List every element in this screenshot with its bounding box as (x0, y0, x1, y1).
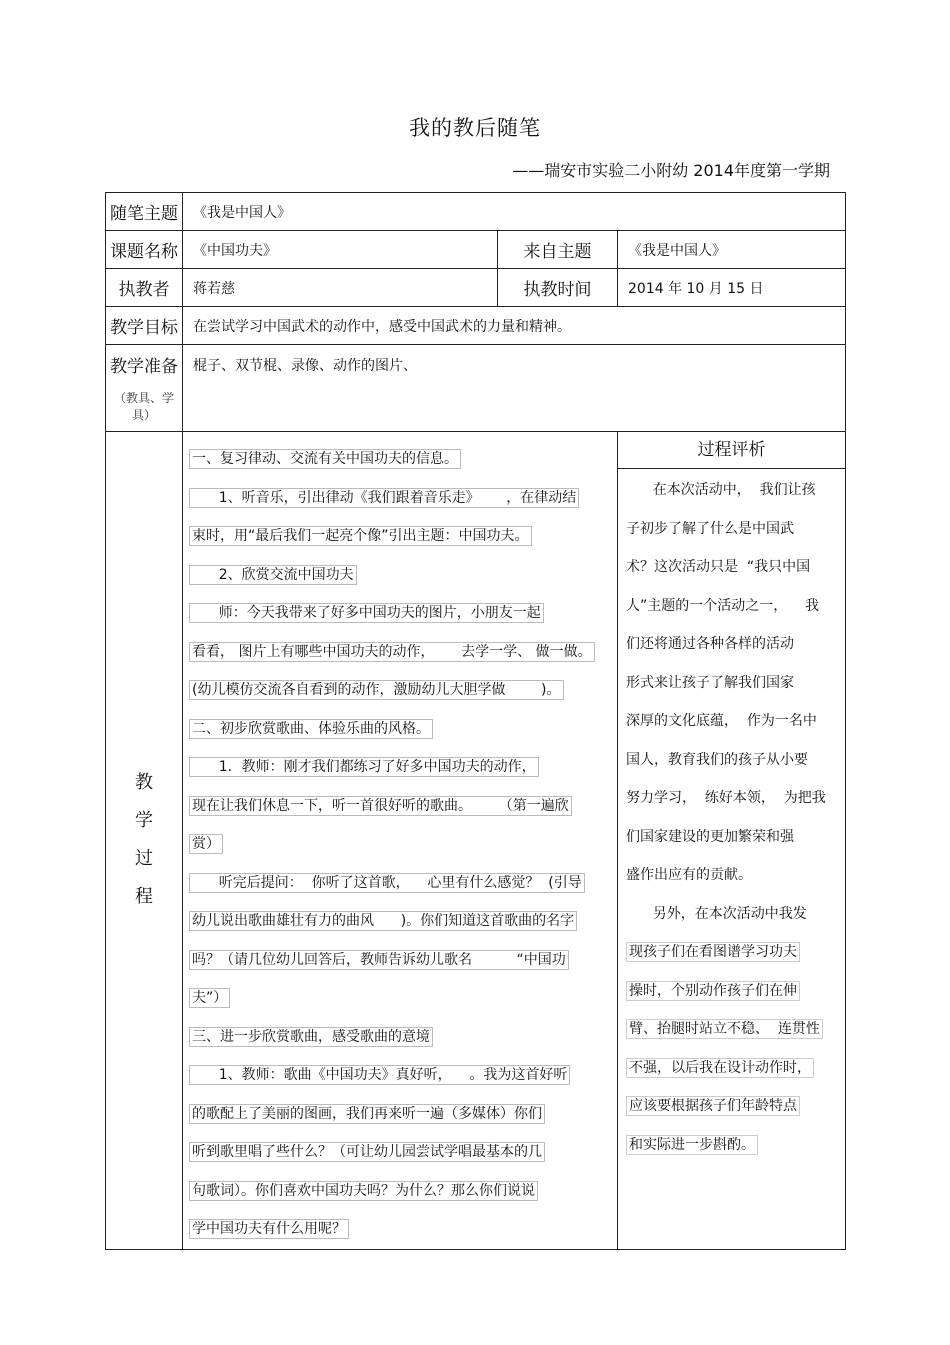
evaluation-line (626, 856, 837, 895)
process-content (183, 432, 618, 1250)
process-label-char: 过 (135, 848, 153, 870)
process-line-text: 三、进一步欣赏歌曲，感受歌曲的意境 (189, 1027, 433, 1047)
theme-label: 随笔主题 (106, 193, 183, 231)
teacher-label: 执教者 (106, 269, 183, 307)
process-line (189, 556, 609, 595)
evaluation-line (626, 895, 837, 934)
evaluation-line (626, 1010, 837, 1049)
process-label-char: 教 (135, 772, 153, 794)
process-line (189, 594, 609, 633)
process-line-text: 夫”） (189, 988, 230, 1008)
process-line-text: 的歌配上了美丽的图画，我们再来听一遍（多媒体）你们 (189, 1104, 545, 1124)
process-label-char: 程 (135, 886, 153, 908)
process-line-text: 听完后提问： 你听了这首歌， 心里有什么感觉？ (引导 (189, 873, 585, 893)
evaluation-line (626, 933, 837, 972)
evaluation-line-text: 操时，个别动作孩子们在伸 (626, 981, 800, 1001)
process-line (189, 941, 609, 980)
evaluation-line (626, 702, 837, 741)
process-line (189, 710, 609, 749)
process-line (189, 864, 609, 903)
evaluation-line-text: 应该要根据孩子们年龄特点 (626, 1096, 800, 1116)
process-line-text: 1、听音乐，引出律动《我们跟着音乐走》 ，在律动结 (189, 488, 579, 508)
process-line (189, 1210, 609, 1249)
evaluation-line-text: 们国家建设的更加繁荣和强 (626, 828, 794, 845)
process-line-text: 一、复习律动、交流有关中国功夫的信息。 (189, 449, 461, 469)
evaluation-line (626, 625, 837, 664)
evaluation-line (626, 1087, 837, 1126)
process-line (189, 440, 609, 479)
process-line (189, 671, 609, 710)
process-line-text: 1．教师：刚才我们都练习了好多中国功夫的动作， (189, 757, 539, 777)
evaluation-line-text: 现孩子们在看图谱学习功夫 (626, 942, 800, 962)
time-value: 2014 年 10 月 15 日 (618, 269, 846, 307)
evaluation-line (626, 548, 837, 587)
evaluation-line-text: 臂、抬腿时站立不稳、 连贯性 (626, 1019, 823, 1039)
process-line-text: 师：今天我带来了好多中国功夫的图片，小朋友一起 (189, 603, 544, 623)
process-line-text: 2、欣赏交流中国功夫 (189, 565, 357, 585)
course-label: 课题名称 (106, 231, 183, 269)
document-title: 我的教后随笔 (409, 116, 541, 140)
process-line (189, 1056, 609, 1095)
process-line-text: 看看， 图片上有哪些中国功夫的动作， 去学一学、 做一做。 (189, 642, 595, 662)
process-line (189, 633, 609, 672)
evaluation-line (626, 1049, 837, 1088)
evaluation-heading: 过程评析 (618, 432, 845, 469)
evaluation-line (626, 510, 837, 549)
evaluation-line-text: 另外，在本次活动中我发 (626, 905, 807, 922)
evaluation-cell (618, 432, 846, 1250)
evaluation-line (626, 1126, 837, 1165)
evaluation-line-text: 在本次活动中， 我们让孩 (626, 482, 816, 498)
process-line (189, 748, 609, 787)
process-line-text: 1、教师：歌曲《中国功夫》真好听， 。我为这首好听 (189, 1065, 570, 1085)
teaching-record-table (105, 192, 846, 1250)
evaluation-line-text: 形式来让孩子了解我们国家 (626, 674, 794, 691)
process-line (189, 1018, 609, 1057)
evaluation-line (626, 664, 837, 703)
process-line-text: 现在让我们休息一下，听一首很好听的歌曲。 （第一遍欣 (189, 796, 572, 816)
prep-label: 教学准备 (110, 357, 178, 377)
process-line (189, 979, 609, 1018)
evaluation-line (626, 471, 837, 510)
process-line-text: 听到歌里唱了些什么？（可让幼儿园尝试学唱最基本的几 (189, 1142, 545, 1162)
teacher-value: 蒋若慈 (183, 269, 498, 307)
process-label-char: 学 (135, 810, 153, 832)
process-line (189, 825, 609, 864)
time-label: 执教时间 (498, 269, 618, 307)
process-line (189, 902, 609, 941)
evaluation-line (626, 818, 837, 857)
evaluation-line-text: 盛作出应有的贡献。 (626, 867, 752, 883)
process-line-text: 吗？（请几位幼儿回答后，教师告诉幼儿歌名 “中国功 (189, 950, 569, 970)
evaluation-line-text: 们还将通过各种各样的活动 (626, 636, 794, 652)
goal-value: 在尝试学习中国武术的动作中，感受中国武术的力量和精神。 (183, 307, 846, 345)
process-line (189, 1172, 609, 1211)
evaluation-line-text: 深厚的文化底蕴， 作为一名中 (626, 713, 817, 729)
process-line-text: 幼儿说出歌曲雄壮有力的曲风 )。你们知道这首歌曲的名字 (189, 911, 577, 931)
process-line-text: 束时，用“最后我们一起亮个像”引出主题：中国功夫。 (189, 526, 532, 546)
process-line-text: (幼儿模仿交流各自看到的动作，激励幼儿大胆学做 )。 (189, 680, 564, 700)
source-label: 来自主题 (498, 231, 618, 269)
evaluation-line (626, 779, 837, 818)
course-value: 《中国功夫》 (183, 231, 498, 269)
prep-value: 棍子、双节棍、录像、动作的图片、 (183, 345, 846, 432)
process-line-text: 赏） (189, 834, 223, 854)
evaluation-line-text: 国人，教育我们的孩子从小要 (626, 751, 808, 768)
theme-value: 《我是中国人》 (183, 193, 846, 231)
process-line (189, 517, 609, 556)
document-subtitle: ——瑞安市实验二小附幼 2014年度第一学期 (512, 161, 830, 180)
evaluation-line (626, 741, 837, 780)
process-line (189, 787, 609, 826)
evaluation-line (626, 972, 837, 1011)
process-line (189, 1095, 609, 1134)
process-line-text: 二、初步欣赏歌曲、体验乐曲的风格。 (189, 719, 433, 739)
evaluation-line-text: 人”主题的一个活动之一， 我 (626, 597, 820, 614)
evaluation-line-text: 术？这次活动只是 “我只中国 (626, 559, 811, 575)
evaluation-lines (618, 469, 845, 1164)
process-line (189, 1133, 609, 1172)
process-line-text: 句歌词）。你们喜欢中国功夫吗？为什么？那么你们说说 (189, 1181, 538, 1201)
evaluation-line-text: 子初步了解了什么是中国武 (626, 520, 794, 537)
evaluation-line-text: 和实际进一步斟酌。 (626, 1135, 758, 1155)
process-line (189, 479, 609, 518)
process-line-text: 学中国功夫有什么用呢？ (189, 1219, 349, 1239)
goal-label: 教学目标 (106, 307, 183, 345)
process-lines (183, 432, 617, 1249)
prep-label-cell (106, 345, 183, 432)
process-label-cell (106, 432, 183, 1250)
source-value: 《我是中国人》 (618, 231, 846, 269)
evaluation-line-text: 努力学习， 练好本领， 为把我 (626, 790, 826, 806)
prep-sublabel: （教具、学具） (113, 391, 174, 422)
evaluation-line (626, 587, 837, 626)
evaluation-line-text: 不强，以后我在设计动作时， (626, 1058, 814, 1078)
